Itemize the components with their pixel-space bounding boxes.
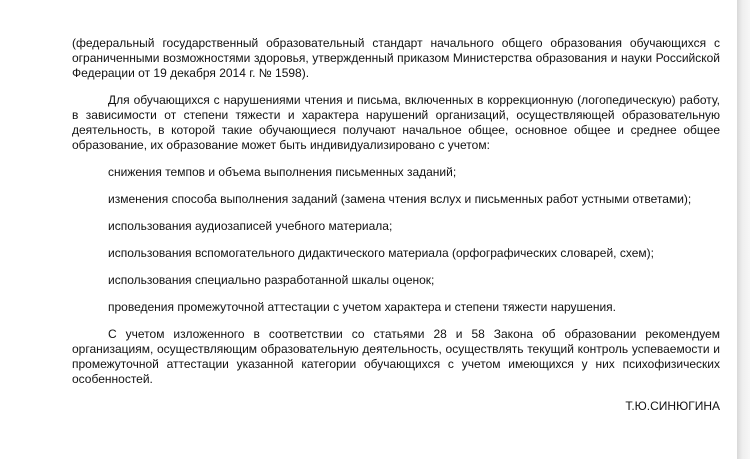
- signature: Т.Ю.СИНЮГИНА: [625, 399, 720, 413]
- list-item: изменения способа выполнения заданий (замена чтения вслух и письменных работ устными ответами);: [108, 192, 692, 206]
- conclusion-paragraph: С учетом изложенного в соответствии со статьями 28 и 58 Закона об образовании рекомендуем организациям, осуществляющим образовательную деятельность, осуществлять текущий контроль успеваемости и промежуточной аттестации указанной категории обучающихся с учетом имеющихся у них психофизических особенностей.: [72, 327, 720, 386]
- list-item: использования аудиозаписей учебного материала;: [108, 219, 393, 233]
- intro-paragraph: (федеральный государственный образовательный стандарт начального общего образования обучающихся с ограниченными возможностями здоровья, утвержденный приказом Министерства образования и науки Российской Федерации от 19 декабря 2014 г. № 1598).: [72, 36, 720, 80]
- list-item: использования вспомогательного дидактического материала (орфографических словарей, схем);: [108, 246, 654, 260]
- list-item: снижения темпов и объема выполнения письменных заданий;: [108, 165, 457, 179]
- page-edge-shadow: [737, 0, 750, 459]
- main-paragraph: Для обучающихся с нарушениями чтения и письма, включенных в коррекционную (логопедическую) работу, в зависимости от степени тяжести и характера нарушений организаций, осуществляющей образовательную деятельность, в которой такие обучающиеся получают начальное общее, основное общее и среднее общее образование, их образование может быть индивидуализировано с учетом:: [72, 93, 720, 152]
- list-item: использования специально разработанной шкалы оценок;: [108, 273, 435, 287]
- list-item: проведения промежуточной аттестации с учетом характера и степени тяжести нарушения.: [108, 300, 616, 314]
- document-content: [72, 36, 720, 414]
